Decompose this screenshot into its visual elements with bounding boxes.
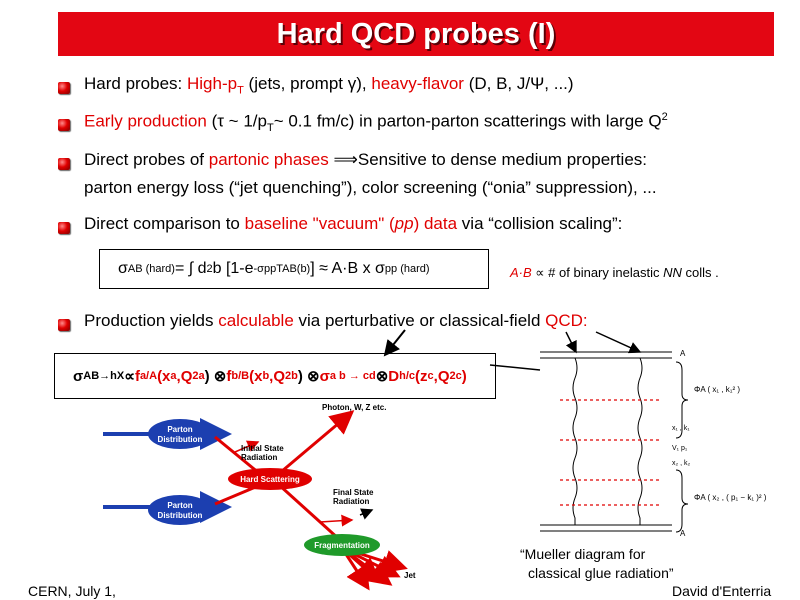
svg-text:ΦA ( x₂ , ( p₁ − k₁ )² ): ΦA ( x₂ , ( p₁ − k₁ )² ) bbox=[694, 493, 767, 502]
factorization-equation: σ AB→hX ∝ f a/A (x a ,Q 2 a ) ⊗ f b/B (x b ,Q 2 b ) ⊗ σ a b → cd ⊗ D h/c (z c ,Q 2 c ) bbox=[54, 353, 496, 399]
bullet-early-production: Early production (τ ~ $1/p_T\sim$ 0.1 fm/c) in parton-parton scatterings with large $Q^2$ bbox=[84, 111, 668, 135]
nucleus-bottom-label: A bbox=[680, 529, 686, 538]
bullet-direct-probes-line2: parton energy loss (“jet quenching”), color screening (“onia” suppression), ... bbox=[84, 178, 657, 197]
svg-text:x₂ , k₂: x₂ , k₂ bbox=[672, 460, 691, 467]
svg-text:Parton: Parton bbox=[167, 501, 193, 510]
svg-text:ΦA ( x₁ , k₁² ): ΦA ( x₁ , k₁² ) bbox=[694, 385, 741, 394]
bullet-direct-probes: Direct probes of partonic phases ⟹Sensitive to dense medium properties: bbox=[84, 150, 648, 169]
nucleus-top-label: A bbox=[680, 349, 686, 358]
svg-text:Distribution: Distribution bbox=[157, 511, 203, 520]
photon-label: Photon, W, Z etc. bbox=[322, 403, 387, 412]
final-state-label: Final State bbox=[333, 488, 374, 497]
jet-label: Jet bbox=[404, 571, 416, 580]
bullet-hard-probes: Hard probes: High-$p_T$ (jets, prompt γ), heavy-flavor (D, B, J/Ψ, ...) bbox=[84, 74, 574, 97]
binary-collisions-note: A·B ∝ # of binary inelastic NN colls . bbox=[510, 265, 719, 280]
hard-scattering-label: Hard Scattering bbox=[240, 475, 300, 484]
slide-title: Hard QCD probes (I) bbox=[276, 17, 556, 50]
svg-text:Parton: Parton bbox=[167, 425, 193, 434]
bullet-direct-comparison: Direct comparison to baseline "vacuum" (pp) data via “collision scaling”: bbox=[84, 214, 623, 233]
svg-text:Radiation: Radiation bbox=[241, 453, 278, 462]
footer-right: David d'Enterria bbox=[672, 583, 772, 599]
footer-left: CERN, July 1, bbox=[28, 583, 116, 599]
fragmentation-label: Fragmentation bbox=[314, 541, 370, 550]
bullet-production-yields: Production yields calculable via perturbative or classical-field QCD: bbox=[84, 311, 588, 330]
mueller-caption-line1: “Mueller diagram for bbox=[520, 546, 646, 562]
svg-text:V₁ p₁: V₁ p₁ bbox=[672, 445, 688, 452]
mueller-caption-line2: classical glue radiation” bbox=[528, 565, 674, 581]
svg-text:Distribution: Distribution bbox=[157, 435, 203, 444]
svg-text:Radiation: Radiation bbox=[333, 497, 370, 506]
collision-scaling-equation: σ AB (hard) = ∫ d 2 b [1-e -σppTAB(b) ] ≈ A·B x σ pp (hard) bbox=[99, 249, 489, 289]
svg-text:x₁ , k₁: x₁ , k₁ bbox=[672, 425, 690, 432]
initial-state-label: Initial State bbox=[241, 444, 284, 453]
